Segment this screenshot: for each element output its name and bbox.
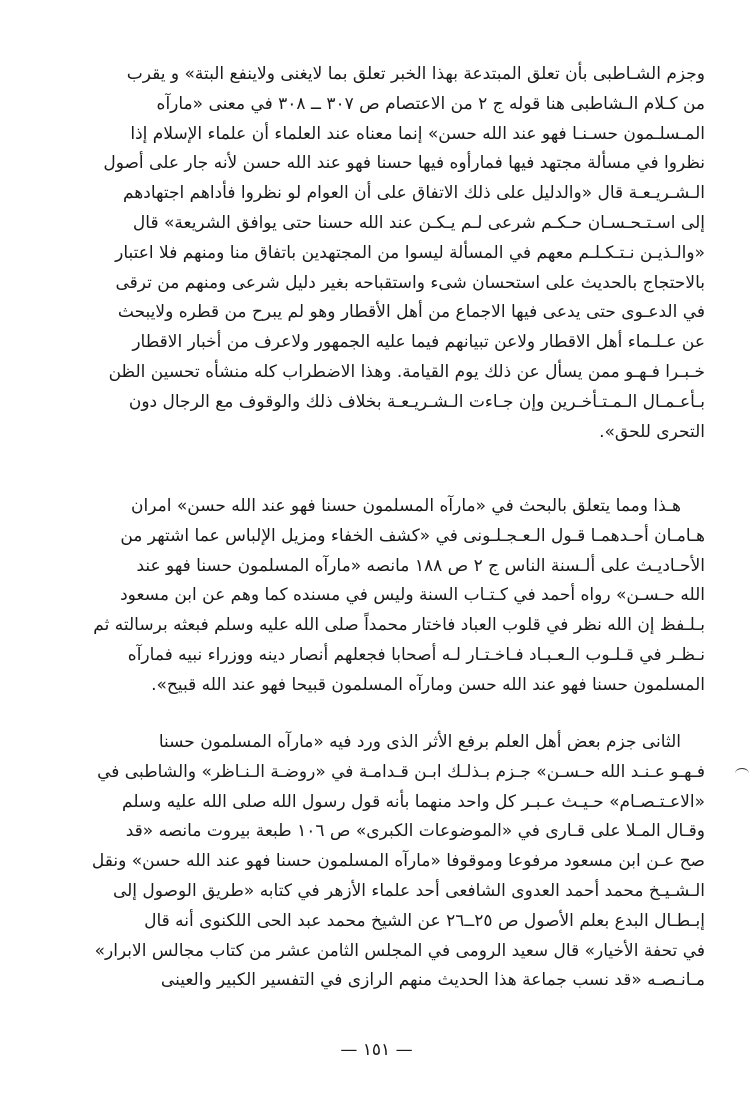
text-line: التحرى للحق». — [599, 421, 705, 442]
text-line: الـشـيـخ محمد أحمد العدوى الشافعى أحد علماء الأزهر في كتابه «طريق الوصول إلى — [112, 880, 705, 901]
text-line: في الدعـوى حتى يدعى فيها الاجماع من أهل الأقطار وهو لم يبرح من قطره ولايبحث — [117, 302, 705, 323]
text-line: بـأعـمـال الـمـتـأخـرين وإن جـاءت الـشـريـعـة بخلاف ذلك والوقوف مع الرجال دون — [128, 391, 705, 412]
text-line: المـسلـمون حسـنـا فهو عند الله حسن» إنما معناه عند العلماء أن علماء الإسلام إذا — [130, 123, 705, 144]
text-line: عن عـلـماء أهل الاقطار ولاعن تبيانهم فيما عليه الجمهور ولاعرف من أخبار الاقطار — [132, 332, 705, 353]
text-line: إلى اسـتـحـسـان حـكـم شرعى لـم يـكـن عند الله حسنا حتى يوافق الشريعة» قال — [132, 212, 705, 233]
text-line: من كـلام الـشاطبى هنا قوله ج ٢ من الاعتصام ص ٣٠٧ ــ ٣٠٨ في معنى «مارآه — [156, 93, 705, 114]
text-line: «والـذيـن نـتـكـلـم معهم في المسألة ليسوا من المجتهدين باتفاق منا ومنهم فلا اعتبار — [115, 242, 705, 263]
text-line: فـهـو عـنـد الله حـسـن» جـزم بـذلـك ابـن قـدامـة في «روضـة الـنـاظر» والشاطبى في — [97, 761, 705, 782]
text-line: الـشـريـعـة قال «والدليل على ذلك الاتفاق على أن العوام لو نظروا فأداهم اجتهادهم — [122, 183, 705, 204]
text-line: المسلمون حسنا فهو عند الله حسن ومارآه المسلمون قبيحا فهو عند الله قبيح». — [151, 674, 705, 695]
text-line: هـذا ومما يتعلق بالبحث في «مارآه المسلمون حسنا فهو عند الله حسن» امران — [131, 496, 681, 516]
text-line: وقـال المـلا على قـارى في «الموضوعات الكبرى» ص ١٠٦ طبعة بيروت مانصه «قد — [125, 821, 705, 842]
text-line: هـامـان أحـدهمـا قـول الـعـجـلـونى في «كشف الخفاء ومزيل الإلباس عما اشتهر من — [120, 525, 705, 546]
text-line: خـبـرا فـهـو ممن يسأل عن ذلك يوم القيامة. وهذا الاضطراب كله منشأه تحسين الظن — [108, 361, 705, 382]
page-number: — ١٥١ — — [340, 1040, 413, 1060]
text-line: مـانـصـه «قد نسب جماعة هذا الحديث منهم الرازى في التفسير الكبير والعينى — [160, 970, 705, 991]
text-line: وجزم الشـاطبى بأن تعلق المبتدعة بهذا الخبر تعلق بما لايغنى ولاينفع البتة» و يقرب — [126, 64, 705, 84]
text-line: إبـطـال البدع بعلم الأصول ص ٢٥ــ٢٦ عن الشيخ محمد عبد الحى اللكنوى أنه قال — [144, 910, 705, 931]
text-line: «الاعـتـصـام» حـيـث عـبـر كل واحد منهما بأنه قول رسول الله صلى الله عليه وسلم — [122, 791, 705, 812]
text-line: في تحفة الأخيار» قال سعيد الرومى في المجلس الثامن عشر من كتاب مجالس الابرار» — [94, 940, 705, 961]
text-line: صح عـن ابن مسعود مرفوعا وموقوفا «مارآه المسلمون حسنا فهو عند الله حسن» ونقل — [91, 851, 705, 872]
text-line: بالاحتجاج بالحديث على استحسان شىء واستقباحه بغير دليل شرعى ومنهم من ترقى — [115, 272, 705, 293]
margin-mark — [735, 768, 749, 779]
paragraph-3 — [55, 728, 705, 996]
text-line: نـظـر في قـلـوب الـعـبـاد فـاخـتـار لـه أصحابا فجعلهم أنصار دينه ووزراء نبيه فمارآه — [127, 644, 705, 665]
text-line: بـلـفظ إن الله نظر في قلوب العباد فاختار محمداً صلى الله عليه وسلم فبعثه برسالته ثم — [93, 615, 705, 636]
text-line: الأحـاديـث على ألـسنة الناس ج ٢ ص ١٨٨ مانصه «مارآه المسلمون حسنا فهو عند — [136, 555, 705, 576]
paragraph-1 — [55, 60, 705, 447]
text-line: نظروا في مسألة مجتهد فيها فمارأوه فيها حسنا فهو عند الله حسن لأنه جار على أصول — [103, 153, 705, 174]
paragraph-2 — [55, 492, 705, 701]
text-line: الله حـسـن» رواه أحمد في كـتـاب السنة وليس في مسنده كما وهم عن ابن مسعود — [120, 585, 705, 606]
text-line: الثانى جزم بعض أهل العلم برفع الأثر الذى ورد فيه «مارآه المسلمون حسنا — [158, 732, 681, 752]
